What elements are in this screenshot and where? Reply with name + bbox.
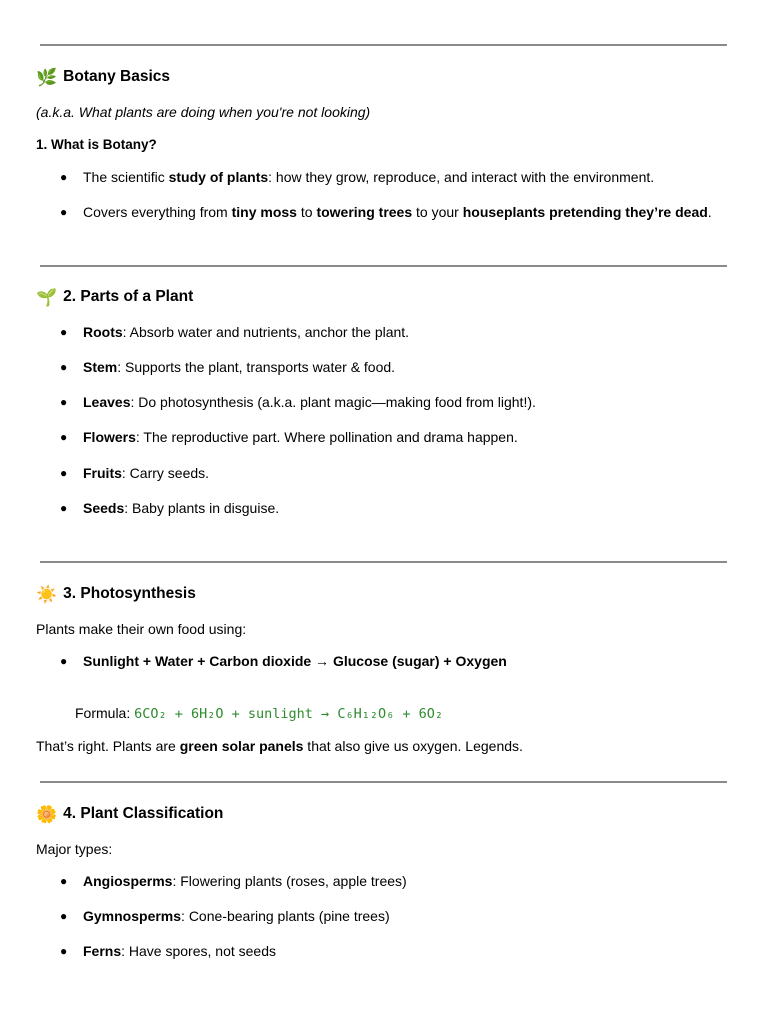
bullet: ● — [60, 466, 68, 480]
text-span: : Flowering plants (roses, apple trees) — [172, 873, 407, 889]
text-span: : Have spores, not seeds — [121, 943, 276, 959]
text-span: Roots — [83, 324, 123, 340]
subheading-what-is-botany: 1. What is Botany? — [36, 137, 157, 152]
bullet: ● — [60, 909, 68, 923]
bullet: ● — [60, 205, 68, 219]
formula-line — [75, 705, 443, 722]
list-item — [60, 465, 209, 481]
text-span: : Absorb water and nutrients, anchor the plant. — [122, 324, 410, 340]
paragraph: Major types: — [36, 841, 113, 857]
text-span: : Cone-bearing plants (pine trees) — [181, 908, 390, 924]
section-heading-botany-basics — [36, 68, 170, 86]
text-span: : Carry seeds. — [121, 465, 210, 481]
bullet: ● — [60, 430, 68, 444]
text-span: to your — [412, 204, 463, 220]
list-item — [60, 204, 712, 220]
bullet: ● — [60, 170, 68, 184]
bullet: ● — [60, 395, 68, 409]
text-span: green solar panels — [179, 738, 304, 754]
seedling-icon: 🌱 — [36, 287, 58, 307]
subtitle: (a.k.a. What plants are doing when you're not looking) — [36, 104, 371, 120]
text-span: : Baby plants in disguise. — [124, 500, 280, 516]
text-span: Sunlight + Water + Carbon dioxide → Glucose (sugar) + Oxygen — [83, 653, 507, 669]
paragraph: Plants make their own food using: — [36, 621, 247, 637]
blossom-icon: 🌼 — [36, 804, 58, 824]
text-span: . — [707, 204, 712, 220]
bullet: ● — [60, 501, 68, 515]
bullet: ● — [60, 360, 68, 374]
divider — [40, 561, 727, 563]
text-span: Seeds — [83, 500, 125, 516]
list-item — [60, 653, 507, 669]
text-span: that also give us oxygen. Legends. — [303, 738, 523, 754]
text-span: Gymnosperms — [83, 908, 182, 924]
text-span: Stem — [83, 359, 118, 375]
divider — [40, 265, 727, 267]
text-span: : Do photosynthesis (a.k.a. plant magic—making food from light!). — [130, 394, 536, 410]
text-span: study of plants — [168, 169, 269, 185]
text-span: The scientific — [83, 169, 169, 185]
list-item — [60, 500, 279, 516]
text-span: Leaves — [83, 394, 131, 410]
formula-label: Formula: — [75, 705, 135, 721]
paragraph — [36, 738, 523, 754]
list-item — [60, 324, 409, 340]
heading-text: 3. Photosynthesis — [63, 585, 196, 602]
list-item — [60, 394, 536, 410]
herb-icon: 🌿 — [36, 67, 58, 87]
text-span: Covers everything from — [83, 204, 232, 220]
text-span: Fruits — [83, 465, 122, 481]
text-span: Angiosperms — [83, 873, 173, 889]
text-span: houseplants pretending they’re dead — [462, 204, 708, 220]
text-span: That’s right. Plants are — [36, 738, 180, 754]
list-item — [60, 169, 654, 185]
list-item — [60, 873, 407, 889]
text-span: towering trees — [316, 204, 413, 220]
section-heading-photosynthesis — [36, 585, 196, 603]
divider — [40, 44, 727, 46]
sun-icon: ☀️ — [36, 584, 58, 604]
bullet: ● — [60, 944, 68, 958]
text-span: to — [296, 204, 317, 220]
section-heading-parts-of-a-plant — [36, 288, 193, 306]
section-heading-plant-classification — [36, 805, 223, 823]
text-span: : how they grow, reproduce, and interact with the environment. — [268, 169, 655, 185]
heading-text: 4. Plant Classification — [63, 805, 224, 822]
list-item — [60, 943, 276, 959]
heading-text: Botany Basics — [63, 68, 170, 85]
text-span: tiny moss — [231, 204, 297, 220]
bullet: ● — [60, 874, 68, 888]
bullet: ● — [60, 654, 68, 668]
formula-code: 6CO₂ + 6H₂O + sunlight → C₆H₁₂O₆ + 6O₂ — [134, 706, 443, 722]
bullet: ● — [60, 325, 68, 339]
text-span: : The reproductive part. Where pollination and drama happen. — [135, 429, 518, 445]
list-item — [60, 908, 390, 924]
text-span: : Supports the plant, transports water & food. — [117, 359, 396, 375]
divider — [40, 781, 727, 783]
text-span: Ferns — [83, 943, 122, 959]
list-item — [60, 429, 518, 445]
list-item — [60, 359, 395, 375]
heading-text: 2. Parts of a Plant — [63, 288, 194, 305]
text-span: Flowers — [83, 429, 136, 445]
